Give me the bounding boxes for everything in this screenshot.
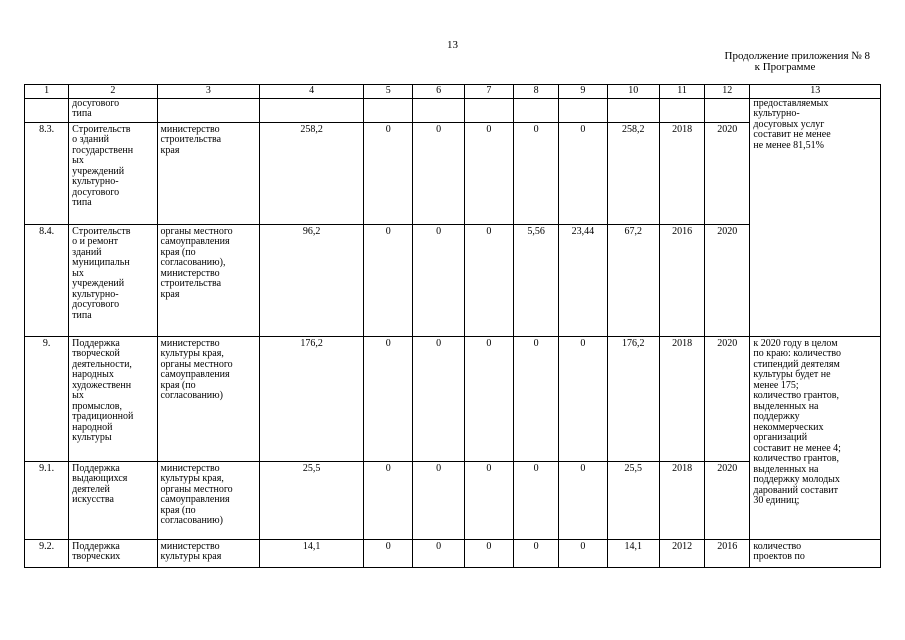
cell-name: Поддержка выдающихся деятелей искусства — [69, 461, 157, 539]
cell-value: 0 — [464, 122, 513, 224]
cell-year: 2018 — [659, 122, 704, 224]
header-cell: 5 — [364, 85, 413, 99]
header-cell: 1 — [25, 85, 69, 99]
cell-name: Поддержка творческих — [69, 539, 157, 567]
table-row — [25, 539, 881, 567]
cell — [413, 98, 464, 122]
cell-value: 0 — [514, 539, 559, 567]
cell-value: 25,5 — [607, 461, 659, 539]
header-cell: 12 — [705, 85, 750, 99]
cell-year: 2020 — [705, 336, 750, 461]
cell-executor: министерство культуры края, органы местного самоуправления края (по согласованию) — [157, 461, 260, 539]
cell-value: 0 — [464, 224, 513, 336]
cell-value: 0 — [464, 336, 513, 461]
cell-value: 14,1 — [260, 539, 364, 567]
header-cell: 3 — [157, 85, 260, 99]
cell-value: 0 — [559, 461, 607, 539]
cell — [364, 98, 413, 122]
cell-year: 2018 — [659, 336, 704, 461]
continuation-line-2: к Программе — [754, 61, 816, 73]
continuation-note — [640, 51, 870, 73]
cell-value: 14,1 — [607, 539, 659, 567]
cell-year: 2018 — [659, 461, 704, 539]
page-number: 13 — [447, 39, 458, 51]
cell-value: 0 — [413, 461, 464, 539]
cell-year: 2020 — [705, 224, 750, 336]
cell-year: 2016 — [705, 539, 750, 567]
cell-year: 2012 — [659, 539, 704, 567]
cell-value: 0 — [559, 539, 607, 567]
cell — [260, 98, 364, 122]
program-table — [24, 84, 881, 568]
cell-year: 2020 — [705, 122, 750, 224]
cell — [514, 98, 559, 122]
cell-value: 0 — [364, 539, 413, 567]
header-cell: 4 — [260, 85, 364, 99]
cell — [157, 98, 260, 122]
cell-value: 0 — [559, 336, 607, 461]
cell — [559, 98, 607, 122]
cell-value: 0 — [559, 122, 607, 224]
cell-value: 0 — [413, 224, 464, 336]
cell-value: 5,56 — [514, 224, 559, 336]
cell-executor: министерство культуры края, органы местного самоуправления края (по согласованию) — [157, 336, 260, 461]
cell-value: 0 — [464, 539, 513, 567]
cell — [25, 98, 69, 122]
cell-number: 9.2. — [25, 539, 69, 567]
cell-result: к 2020 году в целом по краю: количество стипендий деятелям культуры будет не менее 175; количество грантов, выделенных на поддержку некоммерческих организаций составит не менее 4; количество грантов, выделенных на поддержку молодых дарований составит 30 единиц; — [750, 336, 881, 539]
cell-name: Строительств о и ремонт зданий муниципальн ых учреждений культурно- досугового типа — [69, 224, 157, 336]
cell-executor: министерство строительства края — [157, 122, 260, 224]
cell-executor: министерство культуры края — [157, 539, 260, 567]
header-cell: 13 — [750, 85, 881, 99]
table-row — [25, 98, 881, 122]
table-row — [25, 336, 881, 461]
cell-value: 0 — [413, 122, 464, 224]
cell — [607, 98, 659, 122]
header-cell: 7 — [464, 85, 513, 99]
cell-value: 0 — [413, 336, 464, 461]
cell-result: количество проектов по — [750, 539, 881, 567]
header-cell: 11 — [659, 85, 704, 99]
cell-value: 23,44 — [559, 224, 607, 336]
cell-value: 0 — [413, 539, 464, 567]
cell-value: 176,2 — [260, 336, 364, 461]
header-cell: 2 — [69, 85, 157, 99]
continuation-line-1: Продолжение приложения № 8 — [724, 50, 870, 62]
cell-name: досугового типа — [69, 98, 157, 122]
cell-number: 9.1. — [25, 461, 69, 539]
cell-value: 176,2 — [607, 336, 659, 461]
cell-value: 25,5 — [260, 461, 364, 539]
cell-value: 67,2 — [607, 224, 659, 336]
cell-year: 2016 — [659, 224, 704, 336]
cell-value: 0 — [514, 461, 559, 539]
cell-value: 0 — [364, 224, 413, 336]
cell-number: 8.3. — [25, 122, 69, 224]
cell-value: 96,2 — [260, 224, 364, 336]
cell-year: 2020 — [705, 461, 750, 539]
cell-executor: органы местного самоуправления края (по согласованию), министерство строительства края — [157, 224, 260, 336]
header-cell: 8 — [514, 85, 559, 99]
cell — [659, 98, 704, 122]
cell-number: 9. — [25, 336, 69, 461]
cell-value: 0 — [364, 122, 413, 224]
cell-value: 0 — [364, 461, 413, 539]
cell-value: 0 — [364, 336, 413, 461]
cell-value: 0 — [464, 461, 513, 539]
cell-number: 8.4. — [25, 224, 69, 336]
cell-value: 258,2 — [260, 122, 364, 224]
header-cell: 10 — [607, 85, 659, 99]
cell — [464, 98, 513, 122]
header-cell: 6 — [413, 85, 464, 99]
cell-value: 0 — [514, 122, 559, 224]
cell — [705, 98, 750, 122]
header-row — [25, 85, 881, 99]
cell-result: предоставляемых культурно- досуговых услуг составит не менее не менее 81,51% — [750, 98, 881, 336]
cell-value: 258,2 — [607, 122, 659, 224]
cell-value: 0 — [514, 336, 559, 461]
cell-name: Поддержка творческой деятельности, народных художественн ых промыслов, традиционной народной культуры — [69, 336, 157, 461]
cell-name: Строительств о зданий государственн ых учреждений культурно- досугового типа — [69, 122, 157, 224]
header-cell: 9 — [559, 85, 607, 99]
